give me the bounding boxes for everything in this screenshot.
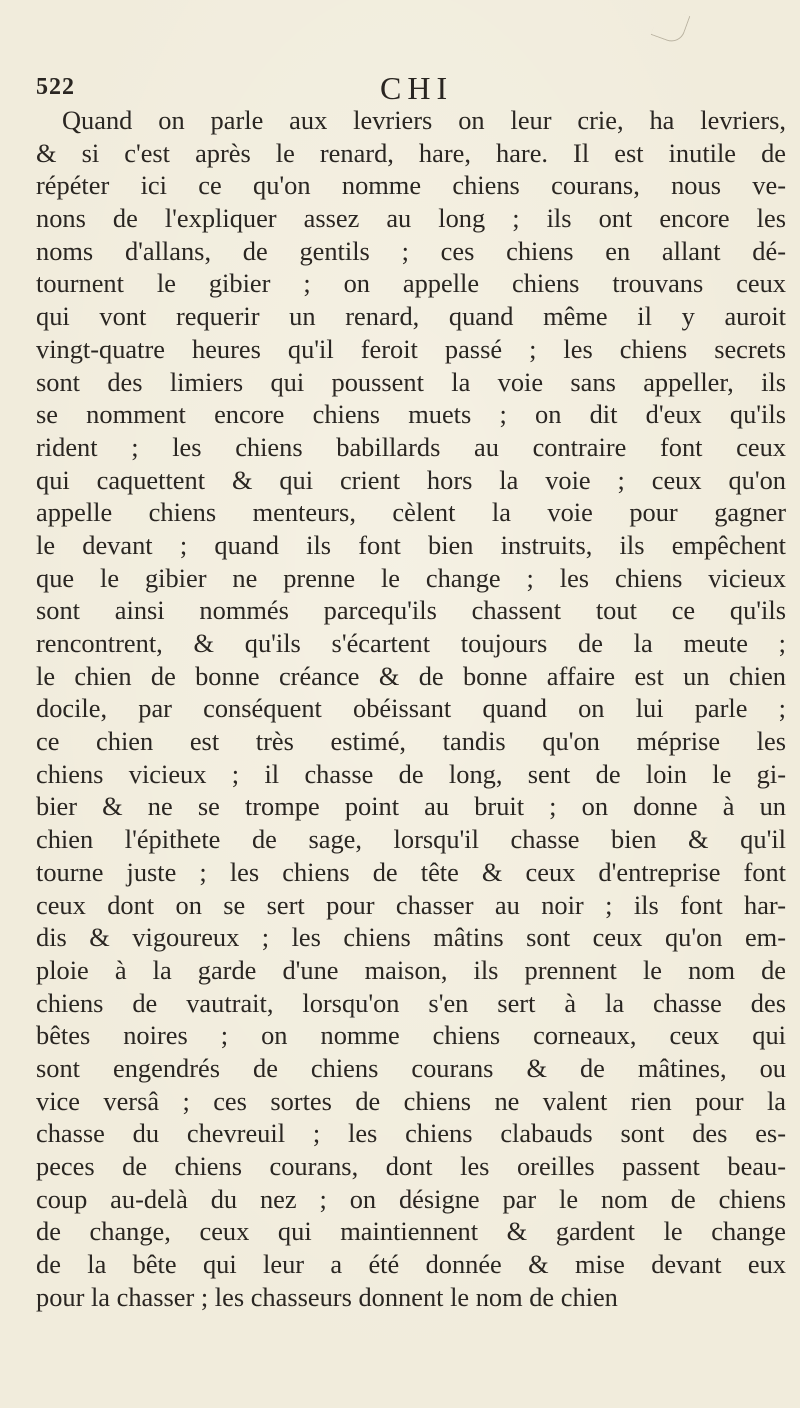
text-line: ce chien est très estimé, tandis qu'on méprise les <box>36 726 786 757</box>
text-line: vingt-quatre heures qu'il feroit passé ; les chiens secrets <box>36 333 786 364</box>
text-line: nons de l'expliquer assez au long ; ils ont encore les <box>36 203 786 234</box>
text-line: vice versâ ; ces sortes de chiens ne valent rien pour la <box>36 1085 786 1116</box>
text-line: le devant ; quand ils font bien instruits, ils empêchent <box>36 529 786 560</box>
text-line: chiens de vautrait, lorsqu'on s'en sert à la chasse des <box>36 987 786 1018</box>
page-corner-mark <box>651 6 691 46</box>
text-line: dis & vigoureux ; les chiens mâtins sont ceux qu'on em- <box>36 922 786 953</box>
text-line: se nomment encore chiens muets ; on dit d'eux qu'ils <box>36 399 786 430</box>
text-line: tourne juste ; les chiens de tête & ceux d'entreprise font <box>36 856 786 887</box>
text-line: ploie à la garde d'une maison, ils prennent le nom de <box>36 954 786 985</box>
text-line: rencontrent, & qu'ils s'écartent toujours de la meute ; <box>36 628 786 658</box>
text-line: sont engendrés de chiens courans & de mâtines, ou <box>36 1052 786 1083</box>
text-line: chien l'épithete de sage, lorsqu'il chasse bien & qu'il <box>36 824 786 855</box>
page-number: 522 <box>36 74 75 100</box>
text-line: de change, ceux qui maintiennent & gardent le change <box>36 1216 786 1247</box>
text-line: & si c'est après le renard, hare, hare. Il est inutile de <box>36 137 786 168</box>
text-line: de la bête qui leur a été donnée & mise devant eux <box>36 1249 786 1280</box>
text-line: qui caquettent & qui crient hors la voie ; ceux qu'on <box>36 464 786 495</box>
text-line: sont ainsi nommés parcequ'ils chassent tout ce qu'ils <box>36 595 786 626</box>
text-line: tournent le gibier ; on appelle chiens trouvans ceux <box>36 268 786 299</box>
body-text <box>36 104 786 1313</box>
text-line: ceux dont on se sert pour chasser au noir ; ils font har- <box>36 889 786 920</box>
text-line: docile, par conséquent obéissant quand on lui parle ; <box>36 693 786 724</box>
text-line: répéter ici ce qu'on nomme chiens courans, nous ve- <box>36 170 786 201</box>
text-line: appelle chiens menteurs, cèlent la voie pour gagner <box>36 497 786 528</box>
running-head: CHI <box>380 70 454 106</box>
text-line: peces de chiens courans, dont les oreilles passent beau- <box>36 1151 786 1181</box>
text-line: qui vont requerir un renard, quand même il y auroit <box>36 301 786 332</box>
text-line: le chien de bonne créance & de bonne affaire est un chien <box>36 660 786 691</box>
text-line: chasse du chevreuil ; les chiens clabauds sont des es- <box>36 1118 786 1149</box>
text-line: Quand on parle aux levriers on leur crie, ha levriers, <box>62 105 786 135</box>
text-line: noms d'allans, de gentils ; ces chiens en allant dé- <box>36 235 786 266</box>
text-line: que le gibier ne prenne le change ; les chiens vicieux <box>36 562 786 593</box>
text-line: bier & ne se trompe point au bruit ; on donne à un <box>36 791 786 822</box>
text-line: coup au-delà du nez ; on désigne par le nom de chiens <box>36 1183 786 1214</box>
text-line: chiens vicieux ; il chasse de long, sent de loin le gi- <box>36 758 786 789</box>
text-line: bêtes noires ; on nomme chiens corneaux, ceux qui <box>36 1020 786 1051</box>
text-line: rident ; les chiens babillards au contraire font ceux <box>36 431 786 462</box>
text-line: pour la chasser ; les chasseurs donnent le nom de chien <box>36 1281 618 1312</box>
text-line: sont des limiers qui poussent la voie sans appeller, ils <box>36 366 786 397</box>
